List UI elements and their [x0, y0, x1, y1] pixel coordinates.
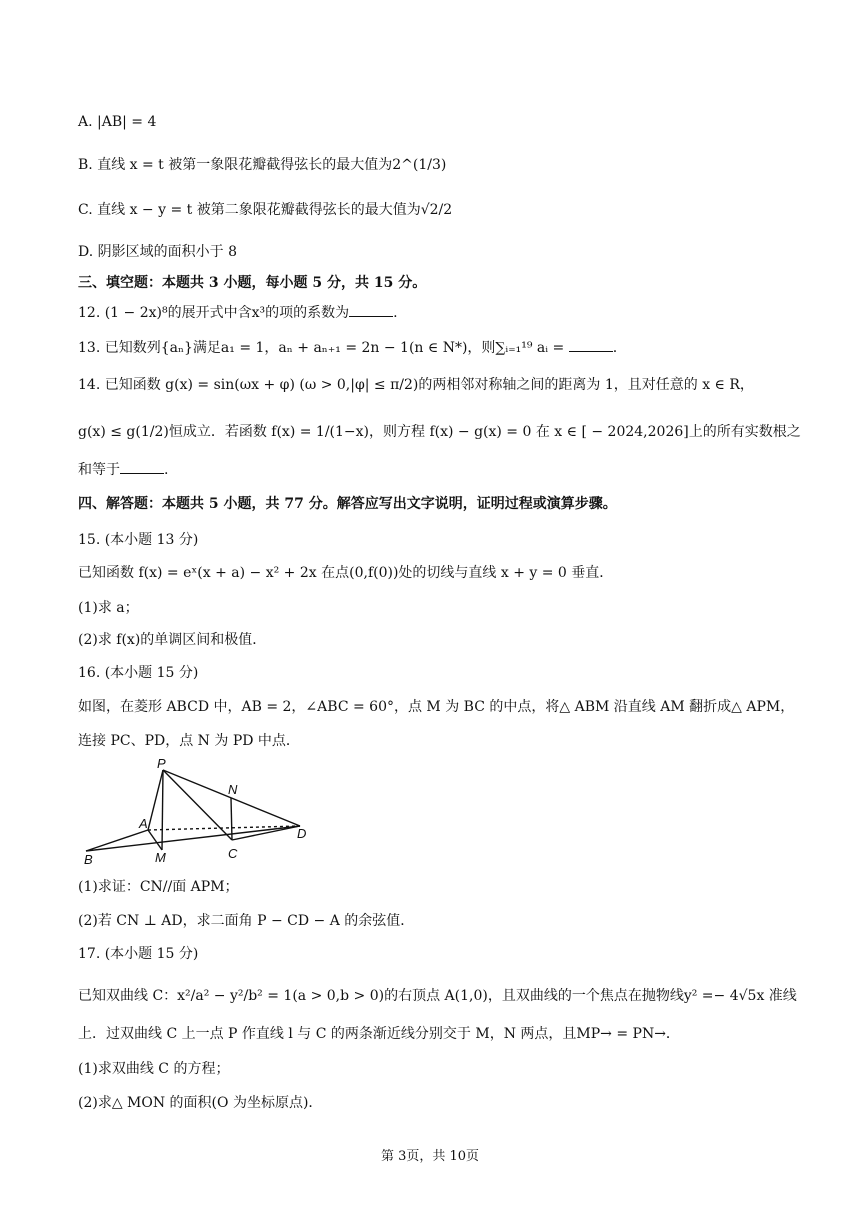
edge-pa [148, 770, 163, 830]
answer-blank [120, 461, 164, 474]
page-footer: 第 3页，共 10页 [380, 1149, 480, 1164]
question-14-line-3: 和等于 . [78, 462, 169, 478]
section-3-title: 三、填空题：本题共 3 小题，每小题 5 分，共 15 分。 [78, 275, 427, 291]
question-17-part-1: (1)求双曲线 C 的方程； [78, 1061, 230, 1077]
question-14-text: 和等于 [78, 462, 120, 478]
question-13: 13. 已知数列{aₙ}满足a₁ = 1，aₙ + aₙ₊₁ = 2n − 1(n ∈ N*)，则∑ᵢ₌₁¹⁹ aᵢ = . [78, 340, 618, 356]
option-d: D. 阴影区域的面积小于 8 [78, 244, 237, 260]
option-b: B. 直线 x = t 被第一象限花瓣截得弦长的最大值为2^(1/3) [78, 157, 447, 173]
question-14-line-1: 14. 已知函数 g(x) = sin(ωx + φ) (ω > 0,|φ| ≤ π/2)的两相邻对称轴之间的距离为 1，且对任意的 x ∈ R， [78, 377, 754, 393]
question-16-part-1: (1)求证：CN//面 APM； [78, 879, 239, 895]
label-b: B [84, 852, 93, 867]
label-p: P [157, 758, 166, 771]
question-15-heading: 15. (本小题 13 分) [78, 532, 199, 548]
question-15-part-2: (2)求 f(x)的单调区间和极值． [78, 632, 267, 648]
label-c: C [228, 846, 238, 861]
label-m: M [155, 850, 166, 865]
question-17-part-2: (2)求△ MON 的面积(O 为坐标原点)． [78, 1095, 323, 1111]
answer-blank [349, 304, 393, 317]
question-12: 12. (1 − 2x)⁸的展开式中含x³的项的系数为 . [78, 305, 398, 321]
edge-am [148, 830, 162, 850]
question-16-body-1: 如图，在菱形 ABCD 中，AB = 2，∠ABC = 60°，点 M 为 BC 的中点，将△ ABM 沿直线 AM 翻折成△ APM， [78, 699, 795, 715]
edge-bd [86, 826, 300, 851]
question-15-body: 已知函数 f(x) = eˣ(x + a) − x² + 2x 在点(0,f(0))处的切线与直线 x + y = 0 垂直． [78, 565, 614, 581]
question-13-text: 13. 已知数列{aₙ}满足a₁ = 1，aₙ + aₙ₊₁ = 2n − 1(n ∈ N*)，则∑ᵢ₌₁¹⁹ aᵢ = [78, 340, 565, 356]
edge-nc [231, 798, 232, 840]
answer-blank [569, 339, 613, 352]
question-17-body-2: 上．过双曲线 C 上一点 P 作直线 l 与 C 的两条渐近线分别交于 M，N 两点，且MP→ = PN→． [78, 1026, 680, 1042]
edge-pm [162, 770, 163, 850]
label-d: D [297, 826, 307, 841]
question-16-heading: 16. (本小题 15 分) [78, 665, 199, 681]
question-17-body-1: 已知双曲线 C：x²/a² − y²/b² = 1(a > 0,b > 0)的右顶点 A(1,0)，且双曲线的一个焦点在抛物线y² =− 4√5x 准线 [78, 988, 797, 1004]
question-16-body-2: 连接 PC、PD，点 N 为 PD 中点． [78, 733, 300, 749]
option-c: C. 直线 x − y = t 被第二象限花瓣截得弦长的最大值为√2/2 [78, 202, 453, 218]
question-14-line-2: g(x) ≤ g(1/2)恒成立．若函数 f(x) = 1/(1−x)，则方程 f(x) − g(x) = 0 在 x ∈ [ − 2024,2026]上的所有实数根之 [78, 424, 801, 440]
question-17-heading: 17. (本小题 15 分) [78, 946, 199, 962]
question-16-part-2: (2)若 CN ⊥ AD，求二面角 P − CD − A 的余弦值． [78, 913, 415, 929]
question-12-text: 12. (1 − 2x)⁸的展开式中含x³的项的系数为 [78, 305, 350, 321]
label-n: N [228, 782, 238, 797]
option-a: A. |AB| = 4 [78, 114, 157, 130]
question-15-part-1: (1)求 a； [78, 600, 139, 616]
rhombus-fold-figure [76, 758, 316, 868]
label-a: A [139, 816, 148, 831]
section-4-title: 四、解答题：本题共 5 小题，共 77 分。解答应写出文字说明，证明过程或演算步骤。 [78, 496, 617, 512]
